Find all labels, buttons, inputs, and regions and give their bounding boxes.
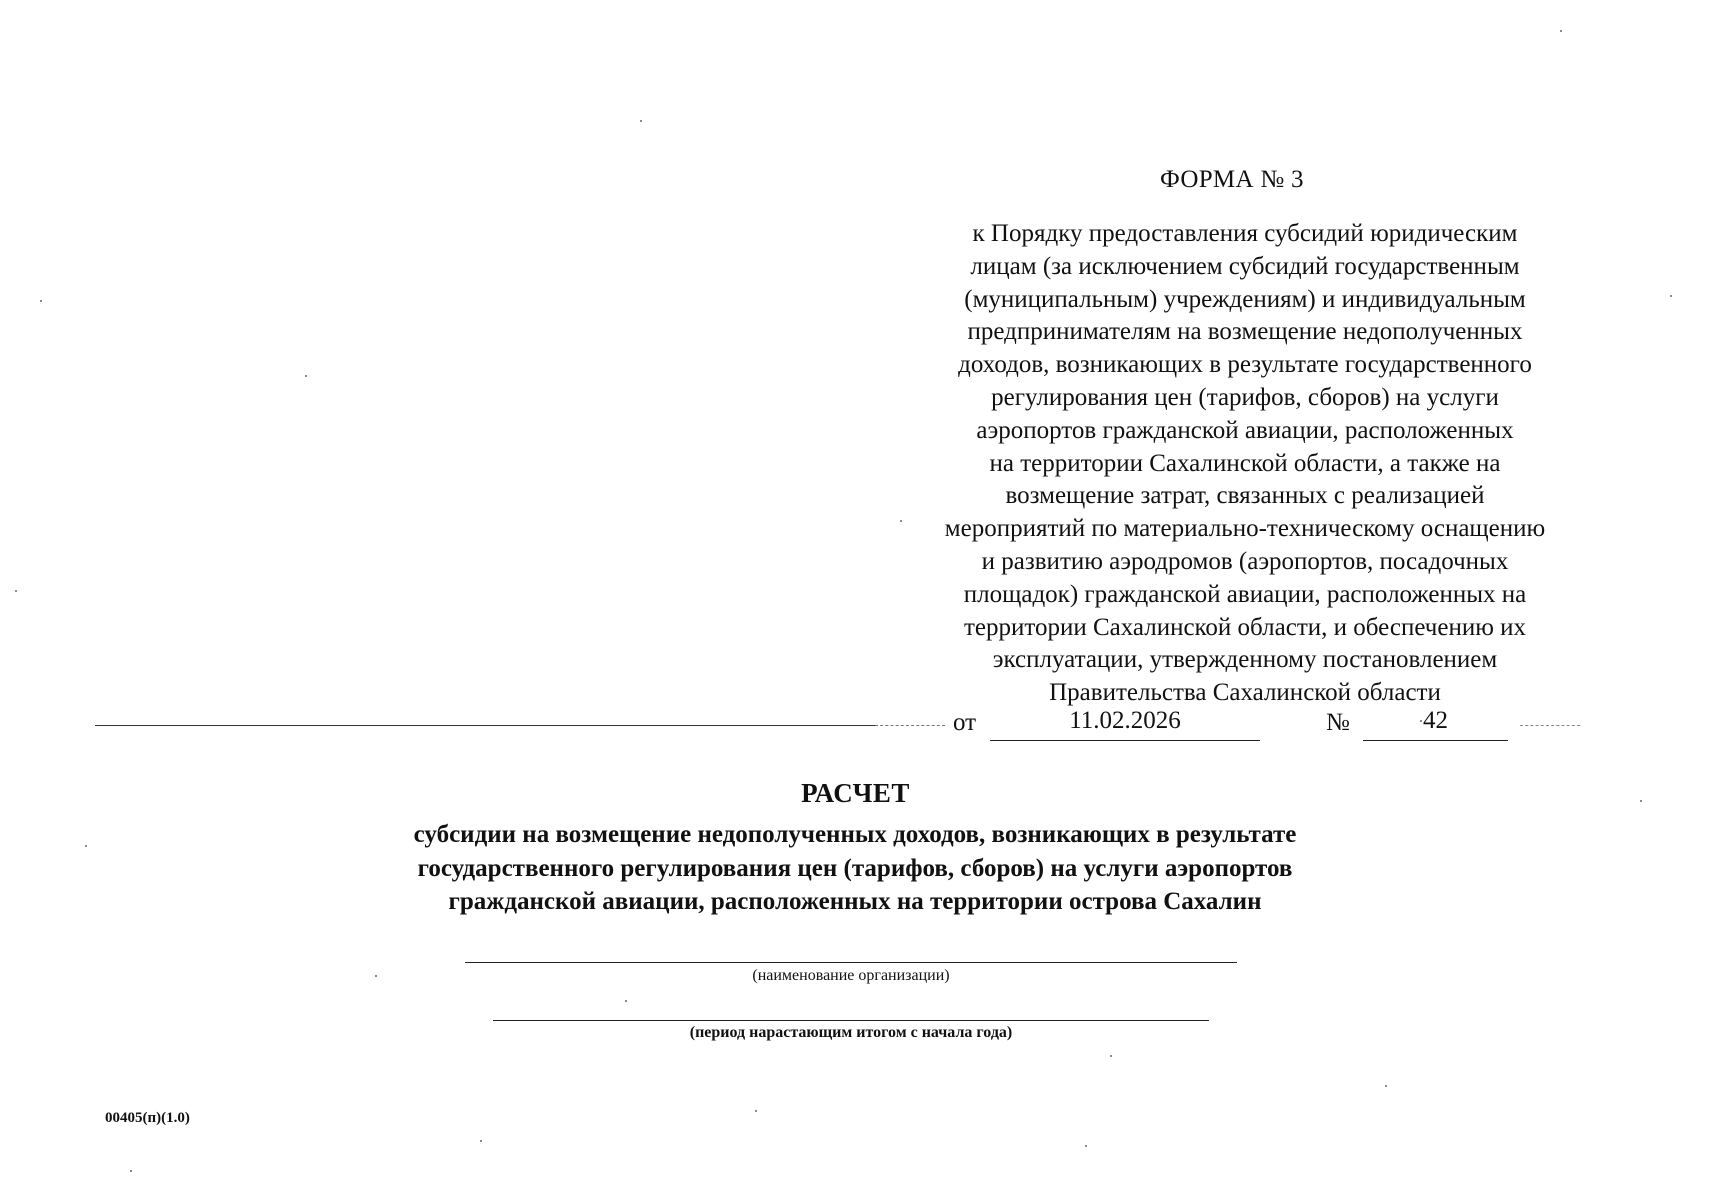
appendix-line: регулирования цен (тарифов, сборов) на услуги (991, 383, 1499, 411)
date-label: от (953, 709, 977, 736)
appendix-line: предпринимателям на возмещение недополученных (967, 318, 1523, 346)
scan-speck (40, 300, 42, 302)
scan-speck (85, 845, 87, 847)
subtitle-line: государственного регулирования цен (тарифов, сборов) на услуги аэропортов (417, 854, 1293, 882)
scan-speck (480, 1140, 482, 1142)
number-label: № (1326, 709, 1350, 736)
form-code: 00405(п)(1.0) (105, 1110, 190, 1126)
appendix-line: Правительства Сахалинской области (1049, 679, 1441, 707)
scan-speck (130, 1170, 132, 1172)
form-number: ФОРМА № 3 (1160, 166, 1304, 193)
approval-date-field (990, 709, 1260, 741)
scan-speck (755, 1110, 757, 1112)
scan-speck (1110, 1055, 1112, 1057)
organization-field-line (465, 962, 1237, 963)
scan-speck (625, 1000, 627, 1002)
approval-number-value: 42 (1423, 707, 1448, 734)
appendix-line: к Порядку предоставления субсидий юридическим (972, 220, 1518, 247)
approval-number-field (1363, 709, 1508, 741)
appendix-line: на территории Сахалинской области, а также на (989, 449, 1501, 477)
appendix-line: эксплуатации, утвержденному постановлением (992, 646, 1498, 674)
appendix-reference (885, 218, 1605, 710)
scan-speck (1385, 1085, 1387, 1087)
scan-rule-line (95, 725, 875, 726)
scan-speck (305, 375, 307, 377)
scan-speck (1640, 800, 1642, 802)
scan-speck (1420, 720, 1422, 722)
document-subtitle (270, 818, 1440, 919)
appendix-line: мероприятий по материально-техническому оснащению (944, 515, 1546, 543)
period-field-line (493, 1020, 1209, 1021)
approval-date-value: 11.02.2026 (1069, 707, 1181, 734)
document-title: РАСЧЕТ (801, 778, 910, 808)
period-caption: (период нарастающим итогом с начала года) (689, 1024, 1013, 1041)
scan-speck (15, 590, 17, 592)
scan-speck (375, 975, 377, 977)
appendix-line: территории Сахалинской области, и обеспечению их (963, 613, 1527, 641)
subtitle-line: гражданской авиации, расположенных на территории острова Сахалин (448, 888, 1262, 915)
subtitle-line: субсидии на возмещение недополученных доходов, возникающих в результате (413, 821, 1297, 848)
scan-speck (900, 520, 902, 522)
appendix-line: возмещение затрат, связанных с реализацией (1005, 482, 1485, 510)
appendix-line: площадок) гражданской авиации, расположенных на (963, 580, 1527, 608)
appendix-line: лицам (за исключением субсидий государственным (970, 252, 1520, 280)
scan-speck (1085, 1145, 1087, 1147)
appendix-line: (муниципальным) учреждениям) и индивидуальным (964, 285, 1526, 313)
organization-caption: (наименование организации) (752, 967, 950, 984)
appendix-line: доходов, возникающих в результате государственного (958, 351, 1532, 379)
scan-speck (1560, 30, 1562, 32)
appendix-line: и развитию аэродромов (аэропортов, посадочных (981, 547, 1509, 575)
scan-speck (1670, 295, 1672, 297)
scan-speck (640, 120, 642, 122)
appendix-line: аэропортов гражданской авиации, расположенных (976, 416, 1514, 444)
scan-rule-dash (875, 725, 945, 726)
scan-rule-dash-right (1520, 725, 1580, 726)
